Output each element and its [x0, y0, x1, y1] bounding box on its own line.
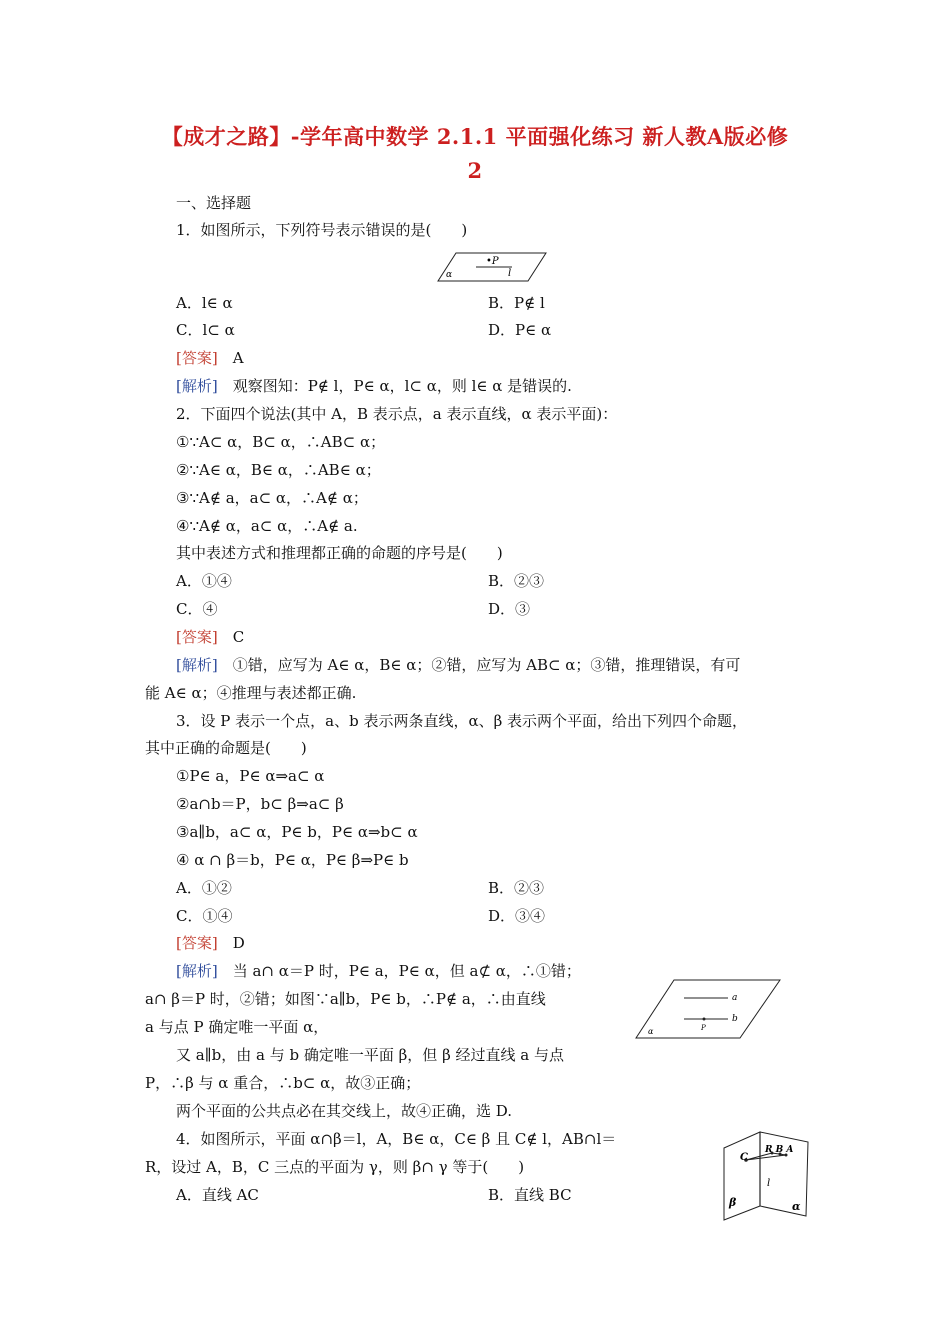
- q2-item-4: ④∵A∉ α，a⊂ α，∴A∉ a.: [176, 517, 358, 535]
- q2-answer: [176, 627, 244, 647]
- q2-stem: 2．下面四个说法(其中 A，B 表示点，a 表示直线，α 表示平面)：: [176, 405, 618, 423]
- q1-plane-figure: [436, 251, 548, 285]
- q3-answer-tag: [答案]: [176, 934, 218, 952]
- q3-stem-1: 3．设 P 表示一个点，a、b 表示两条直线，α、β 表示两个平面，给出下列四个命题，: [176, 712, 748, 730]
- q3-analysis-line-1: [176, 961, 581, 981]
- q1-analysis-text: 观察图知：P∉ l，P∈ α，l⊂ α，则 l∈ α 是错误的.: [232, 377, 572, 395]
- q1-answer: [176, 348, 244, 368]
- q3-answer-value: D: [232, 934, 245, 952]
- q3-stem-2: 其中正确的命题是( ): [145, 739, 307, 757]
- q1-fig-l: l: [508, 268, 512, 279]
- q1-option-a: A．l∈ α: [176, 294, 233, 312]
- q3-analysis-line-6: 两个平面的公共点必在其交线上，故④正确，选 D.: [176, 1102, 513, 1120]
- q2-analysis-line-2: 能 A∈ α；④推理与表述都正确.: [145, 684, 357, 702]
- q3-fig-a: a: [732, 993, 738, 1003]
- q3-item-1: ①P∈ a，P∈ α⇒a⊂ α: [176, 767, 325, 785]
- q2-item-1: ①∵A⊂ α，B⊂ α，∴AB⊂ α；: [176, 433, 386, 451]
- q3-fig-b: b: [732, 1014, 738, 1024]
- document-title: [120, 120, 830, 188]
- q4-option-b: B．直线 BC: [488, 1186, 572, 1204]
- q2-analysis-text-1: ①错，应写为 A∈ α，B∈ α；②错，应写为 AB⊂ α；③错，推理错误，有可: [232, 656, 741, 674]
- q2-option-d: D．③: [488, 600, 531, 618]
- q3-item-3: ③a∥b，a⊂ α，P∈ b，P∈ α⇒b⊂ α: [176, 823, 418, 841]
- q4-fig-rba: R B A: [765, 1145, 794, 1155]
- q1-stem: 1．如图所示，下列符号表示错误的是( ): [176, 221, 468, 239]
- q3-analysis-line-4: 又 a∥b，由 a 与 b 确定唯一平面 β，但 β 经过直线 a 与点: [176, 1046, 564, 1064]
- q3-analysis-line-5: P，∴β 与 α 重合，∴b⊂ α，故③正确；: [145, 1074, 421, 1092]
- q1-fig-p: •P: [486, 256, 499, 267]
- q1-option-b: B．P∉ l: [488, 294, 545, 312]
- q4-stem-1: 4．如图所示，平面 α∩β＝l，A，B∈ α，C∈ β 且 C∉ l，AB∩l＝: [176, 1130, 617, 1148]
- q4-fig-l: l: [767, 1178, 771, 1189]
- q2-option-b: B．②③: [488, 572, 545, 590]
- q3-option-c: C．①④: [176, 907, 233, 925]
- q1-analysis-tag: [解析]: [176, 377, 218, 395]
- q3-analysis-line-2: a∩ β＝P 时，②错；如图∵a∥b，P∈ b，∴P∉ a，∴由直线: [145, 990, 546, 1008]
- q4-fig-beta: β: [729, 1196, 737, 1209]
- q1-answer-value: A: [232, 349, 244, 367]
- q3-option-a: A．①②: [176, 879, 232, 897]
- q1-fig-alpha: α: [446, 270, 453, 280]
- q3-item-4: ④ α ∩ β＝b，P∈ α，P∈ β⇒P∈ b: [176, 851, 409, 869]
- q2-option-c: C．④: [176, 600, 218, 618]
- q4-fig-c: C: [740, 1152, 748, 1163]
- q2-option-a: A．①④: [176, 572, 232, 590]
- q4-fig-alpha: α: [792, 1200, 801, 1213]
- section-heading: 一、选择题: [176, 194, 252, 212]
- q4-intersecting-planes-figure: [720, 1130, 812, 1222]
- title-line-1: 【成才之路】-学年高中数学 2.1.1 平面强化练习 新人教A版必修: [161, 124, 789, 149]
- q4-stem-2: R，设过 A，B，C 三点的平面为 γ，则 β∩ γ 等于( ): [145, 1158, 525, 1176]
- q2-item-2: ②∵A∈ α，B∈ α，∴AB∈ α；: [176, 461, 381, 479]
- q2-analysis-line-1: [176, 655, 740, 675]
- q3-analysis-tag: [解析]: [176, 962, 218, 980]
- q2-question: 其中表述方式和推理都正确的命题的序号是( ): [176, 544, 503, 562]
- q3-option-b: B．②③: [488, 879, 545, 897]
- title-line-2: 2: [467, 158, 483, 183]
- q3-analysis-line-3: a 与点 P 确定唯一平面 α，: [145, 1018, 329, 1036]
- q1-answer-tag: [答案]: [176, 349, 218, 367]
- q2-item-3: ③∵A∉ a，a⊂ α，∴A∉ α；: [176, 489, 368, 507]
- q3-fig-alpha: α: [648, 1027, 654, 1036]
- q1-option-d: D．P∈ α: [488, 321, 552, 339]
- q2-answer-tag: [答案]: [176, 628, 218, 646]
- q4-option-a: A．直线 AC: [176, 1186, 259, 1204]
- q2-analysis-tag: [解析]: [176, 656, 218, 674]
- q3-parallel-lines-figure: [634, 978, 782, 1040]
- q3-answer: [176, 933, 245, 953]
- q3-analysis-text-1: 当 a∩ α＝P 时，P∈ a，P∈ α，但 a⊄ α，∴①错；: [232, 962, 581, 980]
- q3-item-2: ②a∩b＝P，b⊂ β⇒a⊂ β: [176, 795, 344, 813]
- q2-answer-value: C: [232, 628, 245, 646]
- q3-option-d: D．③④: [488, 907, 546, 925]
- q1-option-c: C．l⊂ α: [176, 321, 235, 339]
- q3-fig-p: P: [701, 1024, 706, 1032]
- q1-analysis: [176, 376, 572, 396]
